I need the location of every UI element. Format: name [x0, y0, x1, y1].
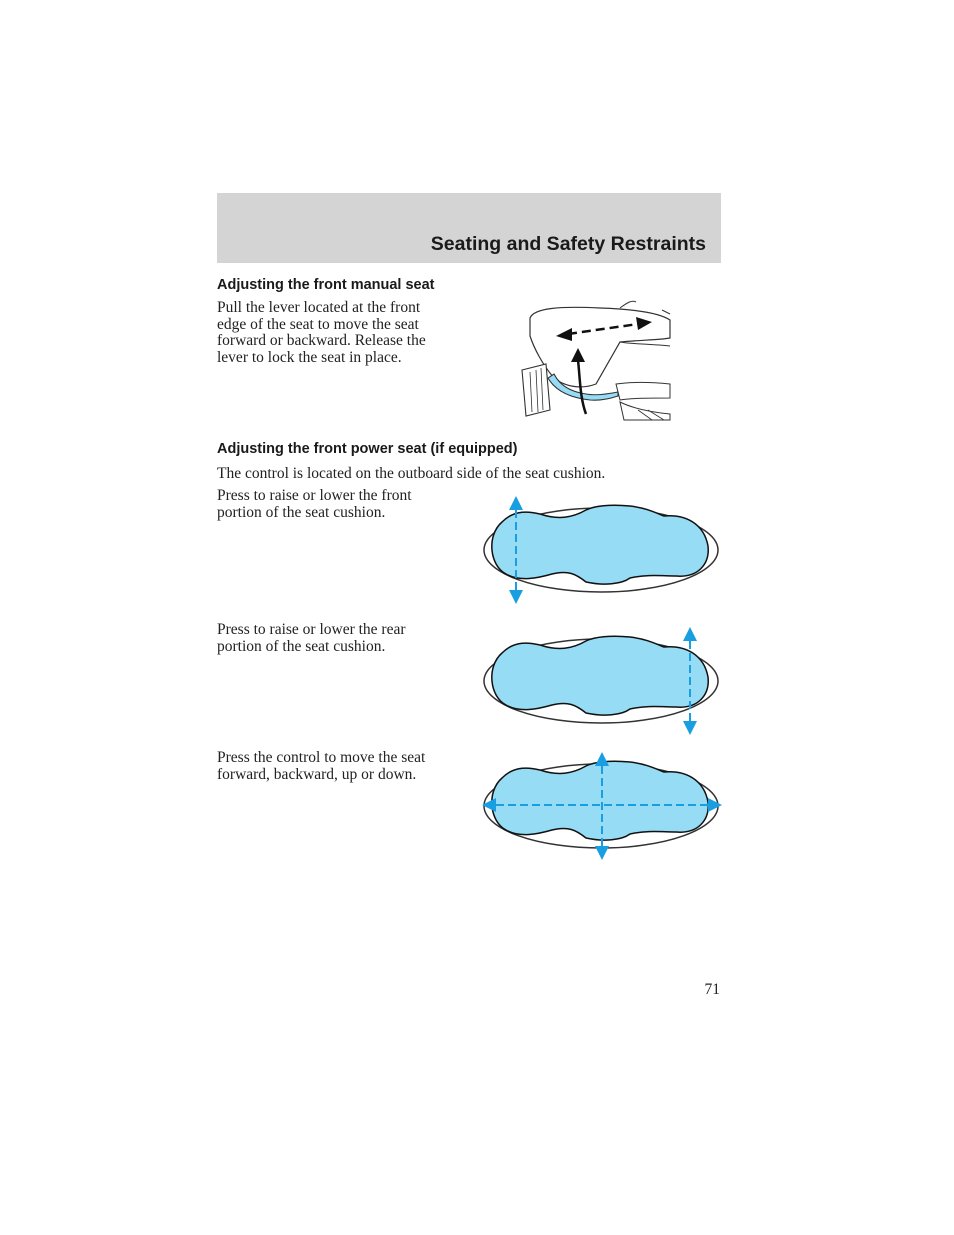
seat-control-switch	[492, 505, 708, 584]
full-seat-control-diagram	[480, 750, 724, 862]
text-line: forward or backward. Release the	[217, 332, 426, 349]
arrow-up-icon	[509, 496, 523, 510]
full-seat-instructions	[217, 750, 425, 783]
arrow-down-icon	[683, 721, 697, 735]
manual-seat-lever-illustration	[520, 298, 672, 422]
rear-cushion-control-diagram	[480, 625, 722, 737]
text-line: Press to raise or lower the rear	[217, 621, 406, 638]
rear-cushion-instructions	[217, 622, 406, 655]
text-line: forward, backward, up or down.	[217, 765, 417, 783]
front-cushion-control-diagram	[480, 494, 722, 606]
power-seat-intro: The control is located on the outboard side of the seat cushion.	[217, 465, 606, 482]
section-header-bar	[217, 193, 721, 263]
seat-cushion	[530, 307, 670, 387]
page-number: 71	[704, 981, 720, 998]
arrow-up-icon	[683, 627, 697, 641]
seat-control-switch	[492, 761, 708, 840]
manual-seat-heading: Adjusting the front manual seat	[217, 277, 435, 293]
arrow-up-icon	[595, 752, 609, 766]
power-seat-heading: Adjusting the front power seat (if equipped)	[217, 441, 518, 457]
seat-control-switch	[492, 636, 708, 715]
text-line: Press the control to move the seat	[217, 749, 426, 766]
text-line: edge of the seat to move the seat	[217, 315, 419, 333]
section-title: Seating and Safety Restraints	[430, 233, 706, 255]
text-line: Press to raise or lower the front	[217, 487, 412, 504]
text-line: portion of the seat cushion.	[217, 503, 386, 521]
text-line: lever to lock the seat in place.	[217, 348, 402, 366]
manual-seat-text	[217, 300, 426, 366]
arrow-down-icon	[595, 846, 609, 860]
text-line: Pull the lever located at the front	[217, 299, 421, 316]
front-cushion-instructions	[217, 488, 412, 521]
arrow-down-icon	[509, 590, 523, 604]
text-line: portion of the seat cushion.	[217, 637, 386, 655]
